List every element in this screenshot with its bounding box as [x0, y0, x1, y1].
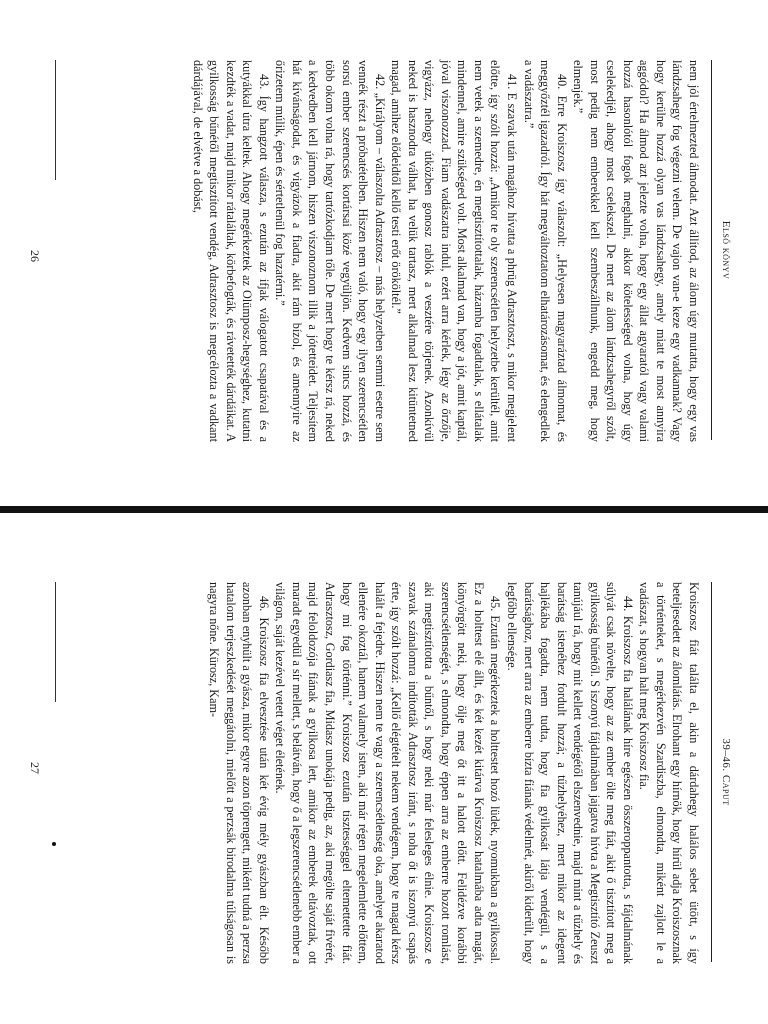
left-paragraph: 43. Így hangzott válasza, s ezután az ifjak válogatott csapatával és a kutyákkal útra keltek. Ahogy megérkeztek az Olümposz-hegységhez, kutatni kezdték a vadat, majd mikor rátaláltak, körbefogták, és rávetették dárdáikat. A gyilkosság bűnétől megtisztított vendég, Adrasztosz is megcélozta a vadkant dárdájával, de elvétve a dobást,	[190, 60, 271, 442]
right-header-rule	[711, 582, 712, 962]
left-page-number: 26	[28, 250, 42, 262]
left-paragraph: 42. „Királyom – válaszolta Adrasztosz – más helyzetben semmi esetre sem vennék részt a próbatételben. Hiszen nem való, hogy egy ilyen szerencsétlen sorsú ember szerencsés kortársai közé vegyüljön. Kedvem sincs hozzá, és több okom volna rá, hogy tartózkodjam tőle. De mert hogy te kérsz rá, neked a kedvedben kell járnom, hiszen viszonoznom illik a jótetteidet. Teljesítem hát kívánságodat, és vigyázok a fiadra, akit rám bízol, és amennyire az őrizetem múlik, épen és sértetlenül fog hazatérni.”	[273, 60, 387, 442]
left-paragraph: 40. Erre Kroiszosz így válaszolt: „Helyesen magyaráztad álmomat, és meggyőztél igazadról. Így hát megváltoztatom elhatározásomat, és elengedlek a vadászatra.”	[521, 60, 569, 442]
right-page-number: 27	[28, 762, 42, 774]
right-paragraph: 46. Kroiszosz fia elvesztése után két évig mély gyászban élt. Később azonban enyhült a gyásza, mikor egyre azon töprengett, miként tudná a perzsa hatalom terjeszkedését meggátolni, mielőtt a perzsák birodalma túlságosan is nagyra nőne. Kürosz, Kam-	[207, 582, 271, 964]
left-text-block	[189, 60, 702, 442]
right-paragraph: 45. Ezután megérkeztek a holttestet hozó lüdek, nyomukban a gyilkossal. Ez a holttest elé állt, és két kezét kitárva Kroiszosz hatalmába adta magát, könyörgött neki, hogy ölje meg őt itt a halott előtt. Felidézve korábbi szerencsétlenségét, s elmondta, hogy éppen arra az emberre hozott romlást, aki megtisztította a bűntől, s hogy neki már felesleges élnie. Kroiszosz e szavak szánalomra indították Adrasztosz iránt, s noha őt is iszonyú csapás érte, így szólt hozzá: „Kellő elégtételt nekem vendégem, hogy te magad kérsz halált a fejedre. Hiszen nem te vagy a szerencsétlenség oka, amelyet akaratod ellenére okoztál, hanem valamely isten, aki már régen megelemlette előttem, hogy mi fog történni.” Kroiszosz ezután tisztességgel eltemettette fiát. Adrasztosz, Gordiasz fia, Midasz unokája pedig, az, aki megölte saját fivérét, majd feloldozója fiának a gyilkosa lett, amikor az emberek eltávoztak, ott maradt egyedül a sír mellett, s belátván, hogy ő a legszerencsétlenebb ember a világon, saját kezével vetett véget életének.	[273, 582, 503, 964]
scan-speck	[52, 842, 56, 846]
right-footer-rule	[55, 582, 56, 702]
left-header-rule	[711, 60, 712, 440]
right-paragraph: 44. Kroiszosz fia halálának híre egészen összeroppantotta, s fájdalmának súlyát csak növelte, hogy az az ember ölte meg fiát, akit ő tisztított meg a gyilkosság bűnétől. S iszonyú fájdalmában jajgatva hívta a Megtisztító Zeuszt tanújául rá, hogy mit kellett vendégétől elszenvednie, majd mint a tűzhely és barátság istenéhez fordult hozzá; a tűzhelyéhez, mert mikor az idegent hajlékába fogadta, nem tudta, hogy fia gyilkosát látja vendégül, s a barátsághoz, mert arra az emberre bízta fiának védelmét, akiről kiderült, hogy legfőbb ellensége.	[504, 582, 635, 964]
left-paragraph: 41. E szavak után magához hívatta a phrüg Adrasztoszt, s mikor megjelent előtte, így szólt hozzá: „Amikor te oly szerencsétlen helyzetbe kerültél, amit nem vetek a szemedre, én megtisztítottalak, házamba fogadtalak, s ellátalak mindennel, amire szükséged volt. Most alkalmad van, hogy a jót, amit kaptál, jóval viszonozzad. Fiam vadászatra indul, ezért arra kérlek, légy az őrzője, vigyázz, nehogy útközben gonosz rablók a vesztére törjenek. Azonkívül neked is hasznodra válhat, ha velük tartasz, mert alkalmad lesz kitüntetned magad, amihez elődeidtől kellő testi erőt örököltél.”	[389, 60, 519, 442]
right-running-head: 39–46. Caput	[720, 738, 732, 806]
right-paragraph: Kroiszosz fiát találta el, akin a dárdahegy halálos sebet ütött, s így beteljesedett az álomlátás. Elrohant egy hírnök, hogy hírül adja Kroiszosznak a történteket, s megérkezvén Szardiszba, elmondta, miként zajlott le a vadászat, s hogyan halt meg Kroiszosz fia.	[637, 582, 701, 964]
right-page	[0, 512, 768, 1024]
left-footer-rule	[55, 60, 56, 180]
left-paragraph: nem jól értelmezted álmodat. Azt állítod, az álom úgy mutatta, hogy egy vas lándzsahegy fog végezni velem. De vajon van-e keze egy vadkannak? Vagy hogy kerülne hozzá olyan vas lándzsahegy, amely miatt te most annyira aggódol? Ha álmod azt jelezte volna, hogy egy állat agyaratól vagy valami hozzá hasonlótól fogok meghalni, akkor kötelességed volna, hogy úgy cselekedjél, ahogy most cselekszel. De mert az álom lándzsahegyről szólt, most pedig nem emberekkel kell szembeszállnunk, engedd meg, hogy elmenjek.”	[571, 60, 701, 442]
right-text-block	[206, 582, 702, 964]
left-running-head: Első könyv	[720, 220, 732, 280]
